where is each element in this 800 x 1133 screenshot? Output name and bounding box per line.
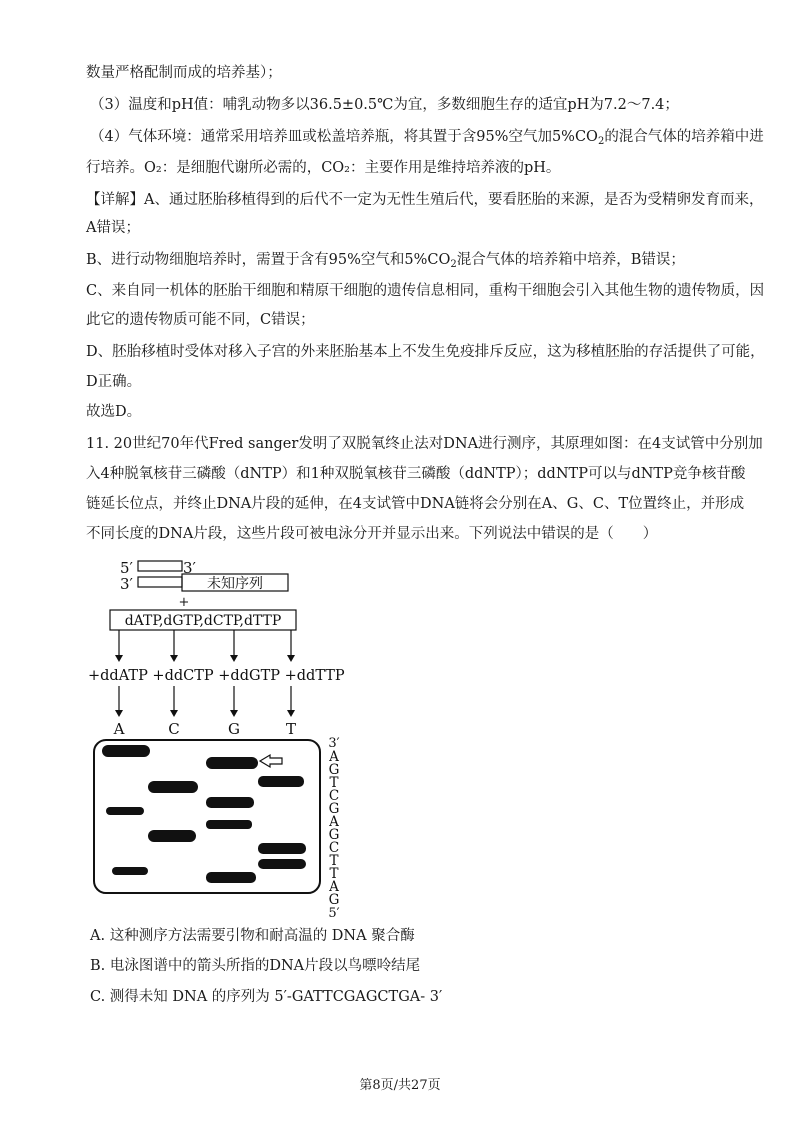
text-line bbox=[86, 250, 726, 275]
lane-label-t: T bbox=[285, 720, 297, 738]
gel-band bbox=[106, 807, 144, 815]
sanger-sequencing-figure bbox=[88, 548, 378, 920]
sequence-letter: A bbox=[329, 749, 339, 765]
option-c[interactable]: C. 测得未知 DNA 的序列为 5′-GATTCGAGCTGA- 3′ bbox=[90, 989, 443, 1005]
sequence-3-end: 3′ bbox=[328, 736, 340, 751]
text-line: 数量严格配制而成的培养基）； bbox=[86, 65, 282, 81]
question-stem: 入4种脱氧核苷三磷酸（dNTP）和1种双脱氧核苷三磷酸（ddNTP）；ddNTP可以与dNTP竞争核苷酸 bbox=[86, 466, 746, 482]
sequence-letter: A bbox=[329, 879, 339, 895]
lane-label-a: A bbox=[113, 720, 125, 738]
gel-band bbox=[148, 781, 198, 793]
text-fragment: （4）气体环境：通常采用培养皿或松盖培养瓶，将其置于含95%空气加5%CO bbox=[90, 129, 598, 145]
dntp-arrows bbox=[119, 630, 291, 657]
question-stem: 不同长度的DNA片段，这些片段可被电泳分开并显示出来。下列说法中错误的是（ ） bbox=[86, 526, 658, 542]
text-line: C、来自同一机体的胚胎干细胞和精原干细胞的遗传信息相同，重构干细胞会引入其他生物的遗传物质，因 bbox=[86, 283, 765, 299]
sequence-letter: C bbox=[328, 840, 340, 856]
lane-arrowheads bbox=[115, 710, 295, 717]
subscript: 2 bbox=[597, 136, 605, 147]
gel-band bbox=[206, 757, 258, 769]
option-b[interactable]: B. 电泳图谱中的箭头所指的DNA片段以鸟嘌呤结尾 bbox=[90, 958, 421, 974]
gel-band bbox=[102, 745, 150, 757]
plus-sign: + bbox=[178, 595, 190, 610]
lane-label-g: G bbox=[228, 720, 240, 738]
sequence-letter: G bbox=[328, 801, 340, 817]
gel-band bbox=[148, 830, 196, 842]
sequence-letter: G bbox=[328, 892, 340, 908]
dntp-arrowheads bbox=[115, 655, 295, 662]
text-fragment: 的混合气体的培养箱中进 bbox=[604, 129, 764, 145]
text-line bbox=[90, 127, 764, 152]
unknown-sequence-label: 未知序列 bbox=[207, 576, 263, 592]
page-footer: 第8页/共27页 bbox=[359, 1078, 441, 1093]
sequence-letter: T bbox=[329, 853, 339, 869]
gel-band bbox=[206, 872, 256, 883]
question-stem: 链延长位点，并终止DNA片段的延伸，在4支试管中DNA链将会分别在A、G、C、T位置终止，并形成 bbox=[86, 496, 745, 512]
text-line: （3）温度和pH值：哺乳动物多以36.5±0.5℃为宜，多数细胞生存的适宜pH为7.2～7.4； bbox=[90, 97, 679, 113]
text-line: D正确。 bbox=[86, 374, 142, 390]
dntp-label: dATP,dGTP,dCTP,dTTP bbox=[124, 613, 282, 629]
text-line: 故选D。 bbox=[86, 404, 142, 420]
primer-strand bbox=[138, 561, 182, 571]
gel-band bbox=[112, 867, 148, 875]
question-stem: 11. 20世纪70年代Fred sanger发明了双脱氧终止法对DNA进行测序，其原理如图：在4支试管中分别加 bbox=[86, 436, 763, 452]
text-fragment: B、进行动物细胞培养时，需置于含有95%空气和5%CO bbox=[86, 252, 451, 268]
gel-band bbox=[206, 820, 252, 829]
gel-band bbox=[258, 859, 306, 869]
sequence-letter: A bbox=[329, 814, 339, 830]
gel-bands bbox=[102, 745, 306, 883]
band-pointer-arrow bbox=[260, 755, 282, 767]
sequence-letter: T bbox=[329, 775, 339, 791]
template-known-strand bbox=[138, 577, 182, 587]
text-fragment: 混合气体的培养箱中培养，B错误； bbox=[456, 252, 685, 268]
subscript: 2 bbox=[450, 259, 457, 270]
lane-arrows bbox=[119, 686, 291, 712]
figure-svg bbox=[88, 548, 378, 920]
text-line: 【详解】A、通过胚胎移植得到的后代不一定为无性生殖后代，要看胚胎的来源，是否为受精卵发育而来， bbox=[86, 192, 764, 208]
gel-band bbox=[258, 843, 306, 854]
sequence-5-end: 5′ bbox=[328, 906, 340, 921]
sequence-letters bbox=[328, 749, 339, 908]
text-line: 此它的遗传物质可能不同，C错误； bbox=[86, 312, 315, 328]
lane-label-c: C bbox=[168, 720, 180, 738]
text-line: A错误； bbox=[86, 220, 140, 236]
text-line: 行培养。O₂：是细胞代谢所必需的，CO₂：主要作用是维持培养液的pH。 bbox=[86, 160, 561, 176]
sequence-letter: G bbox=[328, 762, 340, 778]
ddntp-row: +ddATP +ddCTP +ddGTP +ddTTP bbox=[88, 668, 345, 684]
primer-5-label: 5′ bbox=[120, 559, 133, 577]
sequence-letter: C bbox=[328, 788, 340, 804]
template-3-label: 3′ bbox=[120, 575, 133, 593]
option-a[interactable]: A. 这种测序方法需要引物和耐高温的 DNA 聚合酶 bbox=[90, 928, 415, 944]
sequence-letter: G bbox=[328, 827, 340, 843]
sequence-letter: T bbox=[329, 866, 339, 882]
primer-3-label: 3′ bbox=[183, 559, 196, 577]
text-line: D、胚胎移植时受体对移入子宫的外来胚胎基本上不发生免疫排斥反应，这为移植胚胎的存活提供了可能， bbox=[86, 344, 765, 360]
gel-band bbox=[206, 797, 254, 808]
gel-band bbox=[258, 776, 304, 787]
